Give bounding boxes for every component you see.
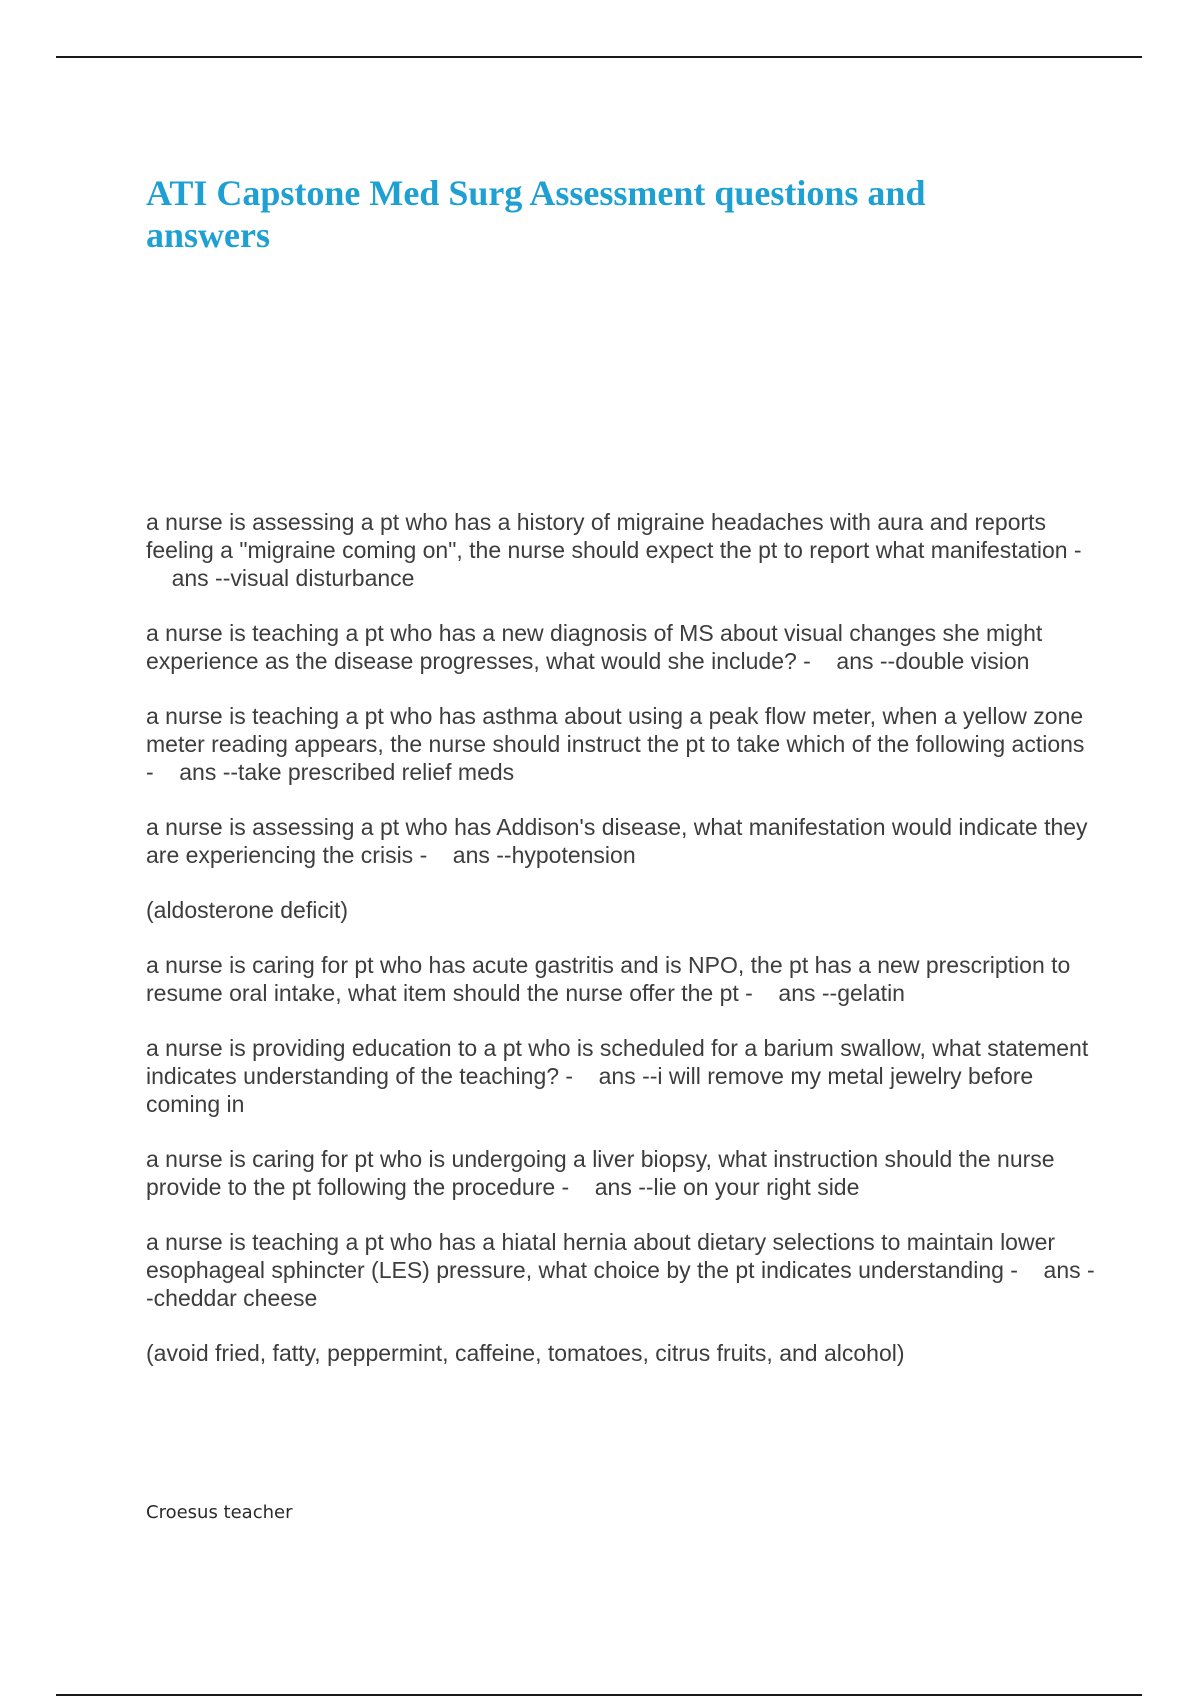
answer-text: ans --cheddar cheese bbox=[146, 1257, 1095, 1311]
qa-list bbox=[146, 508, 1096, 1394]
question-text: a nurse is assessing a pt who has a history of migraine headaches with aura and reports feeling a "migraine coming on", the nurse should expect the pt to report what manifestation - bbox=[146, 509, 1082, 563]
question-text: a nurse is assessing a pt who has Addison's disease, what manifestation would indicate they are experiencing the crisis - bbox=[146, 814, 1088, 868]
note-avoid-foods: (avoid fried, fatty, peppermint, caffeine, tomatoes, citrus fruits, and alcohol) bbox=[146, 1340, 905, 1366]
answer-text: ans --visual disturbance bbox=[171, 565, 415, 591]
question-text: a nurse is teaching a pt who has a hiatal hernia about dietary selections to maintain lower esophageal sphincter (LES) pressure, what choice by the pt indicates understanding - bbox=[146, 1229, 1056, 1283]
answer-text: ans --i will remove my metal jewelry before coming in bbox=[146, 1063, 1034, 1117]
document-title: ATI Capstone Med Surg Assessment questions and answers bbox=[146, 173, 926, 255]
qa-entry-7 bbox=[146, 1145, 1096, 1201]
header-rule bbox=[56, 56, 1142, 58]
question-text: a nurse is caring for pt who has acute gastritis and is NPO, the pt has a new prescription to resume oral intake, what item should the nurse offer the pt - bbox=[146, 952, 1071, 1006]
answer-text: ans --lie on your right side bbox=[594, 1174, 860, 1200]
qa-entry-8 bbox=[146, 1228, 1096, 1312]
answer-text: ans --gelatin bbox=[778, 980, 905, 1006]
qa-entry-5 bbox=[146, 951, 1096, 1007]
question-text: a nurse is caring for pt who is undergoing a liver biopsy, what instruction should the nurse provide to the pt following the procedure - bbox=[146, 1146, 1055, 1200]
footer-rule bbox=[56, 1694, 1142, 1696]
author-name: Croesus teacher bbox=[146, 1502, 293, 1523]
qa-entry-2 bbox=[146, 619, 1096, 675]
answer-text: ans --take prescribed relief meds bbox=[179, 759, 515, 785]
qa-entry-6 bbox=[146, 1034, 1096, 1118]
note-aldosterone: (aldosterone deficit) bbox=[146, 897, 348, 923]
question-text: a nurse is providing education to a pt who is scheduled for a barium swallow, what statement indicates understanding of the teaching? - bbox=[146, 1035, 1089, 1089]
answer-text: ans --double vision bbox=[836, 648, 1030, 674]
question-text: a nurse is teaching a pt who has asthma about using a peak flow meter, when a yellow zone meter reading appears, the nurse should instruct the pt to take which of the following actions - bbox=[146, 703, 1085, 785]
qa-entry-1 bbox=[146, 508, 1096, 592]
qa-entry-3 bbox=[146, 702, 1096, 786]
question-text: a nurse is teaching a pt who has a new diagnosis of MS about visual changes she might experience as the disease progresses, what would she include? - bbox=[146, 620, 1043, 674]
qa-entry-4 bbox=[146, 813, 1096, 869]
answer-text: ans --hypotension bbox=[452, 842, 636, 868]
